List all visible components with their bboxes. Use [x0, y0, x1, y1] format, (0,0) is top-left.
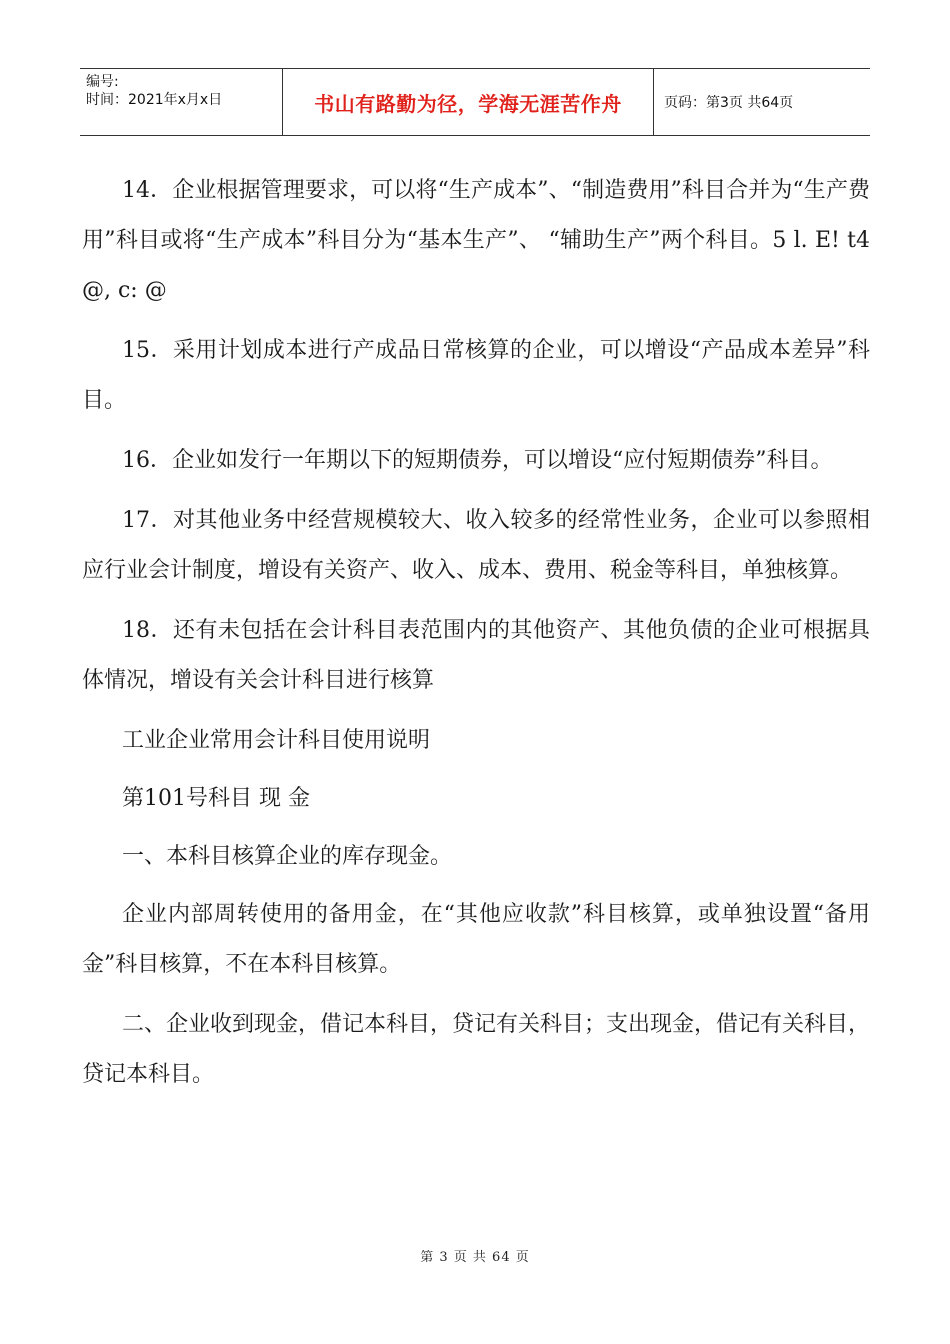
- section-heading: 工业企业常用会计科目使用说明: [122, 728, 431, 753]
- paragraph-scope: 一、本科目核算企业的库存现金。: [122, 844, 453, 869]
- paragraph-14: 14．企业根据管理要求，可以将“生产成本”、“制造费用”科目合并为“生产费用”科目或将“生产成本”科目分为“基本生产”、 “辅助生产”两个科目。5 l. E! t4 @, c: @: [82, 178, 870, 303]
- page-footer: 第 3 页 共 64 页: [420, 1250, 530, 1265]
- header-page-label: 页码：第3页 共64页: [664, 95, 794, 111]
- document-body: [82, 166, 870, 1110]
- account-title: 第101号科目 现 金: [122, 786, 310, 811]
- paragraph-15: 15．采用计划成本进行产成品日常核算的企业，可以增设“产品成本差异”科目。: [82, 338, 870, 413]
- header-info: [80, 69, 282, 135]
- paragraph-16: 16．企业如发行一年期以下的短期债券，可以增设“应付短期债券”科目。: [122, 448, 833, 473]
- paragraph-petty-cash: 企业内部周转使用的备用金，在“其他应收款”科目核算，或单独设置“备用金”科目核算，不在本科目核算。: [82, 902, 870, 977]
- paragraph-17: 17．对其他业务中经营规模较大、收入较多的经常性业务，企业可以参照相应行业会计制度，增设有关资产、收入、成本、费用、税金等科目，单独核算。: [82, 508, 870, 583]
- paragraph-18: 18．还有未包括在会计科目表范围内的其他资产、其他负债的企业可根据具体情况，增设有关会计科目进行核算: [82, 618, 870, 693]
- page-header: [80, 68, 870, 136]
- document-date-label: 时间：2021年x月x日: [86, 92, 223, 108]
- paragraph-entries: 二、企业收到现金，借记本科目，贷记有关科目；支出现金，借记有关科目，贷记本科目。: [82, 1012, 871, 1087]
- document-number-label: 编号:: [86, 74, 119, 90]
- header-motto: 书山有路勤为径，学海无涯苦作舟: [282, 69, 654, 135]
